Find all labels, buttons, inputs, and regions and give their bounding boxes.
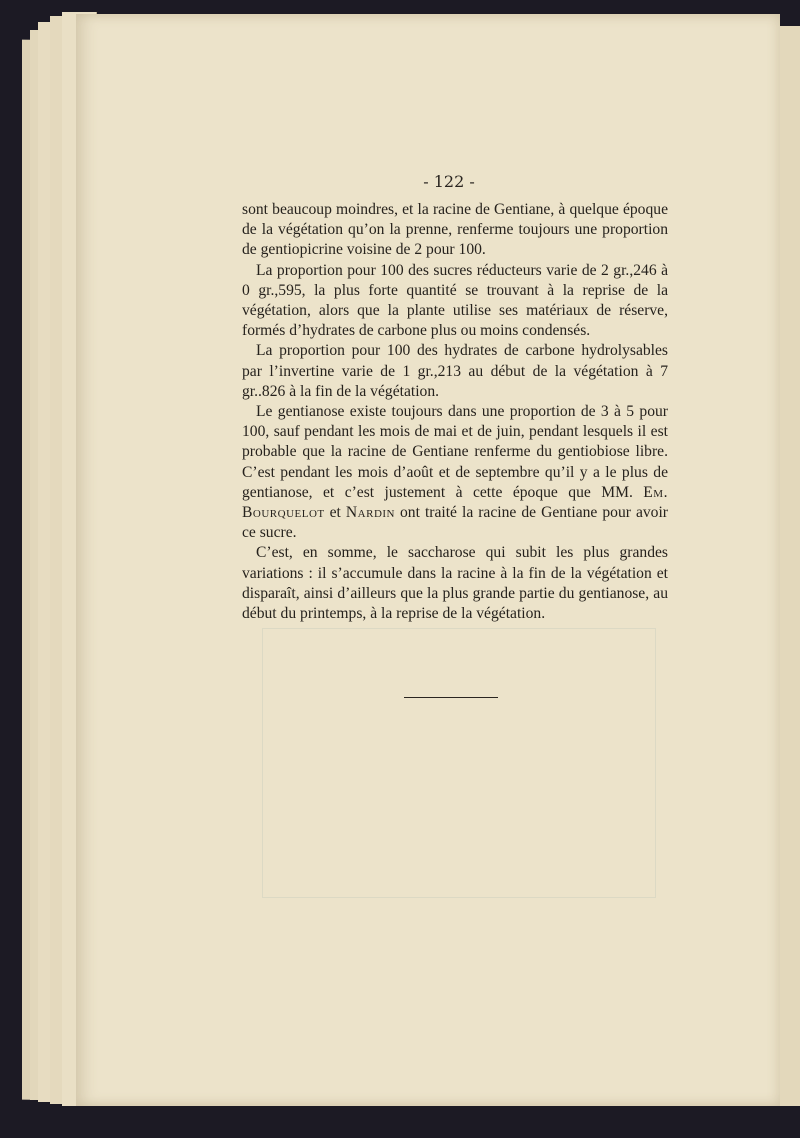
end-rule [404, 697, 498, 698]
author-name: Em. Bourquelot [242, 483, 668, 522]
paragraph-text: et [324, 504, 346, 522]
paragraph: La proportion pour 100 des sucres réducteurs varie de 2 gr.,246 à 0 gr.,595, la plus forte quantité se trouvant à la reprise de la végétation, alors que la plante utilise ses matériaux de réserve, formés d’hydrates de carbone plus ou moins condensés. [242, 261, 668, 340]
paragraph-text: ont traité la racine de Gentiane pour avoir ce sucre. [242, 504, 668, 542]
show-through-frame [262, 628, 656, 898]
paragraph: La proportion pour 100 des hydrates de carbone hydrolysables par l’invertine varie de 1 gr.,213 au début de la végétation à 7 gr..826 à la fin de la végétation. [242, 342, 668, 400]
body-text [242, 200, 668, 624]
paragraph [242, 402, 668, 543]
page-number: - 122 - [423, 172, 475, 191]
paragraph: C’est, en somme, le saccharose qui subit les plus grandes variations : il s’accumule dans la racine à la fin de la végétation et disparaît, ainsi d’ailleurs que la plus grande partie du gentianose, au début du printemps, à la reprise de la végétation. [242, 544, 668, 623]
author-name: Nardin [345, 504, 395, 522]
paragraph: sont beaucoup moindres, et la racine de Gentiane, à quelque époque de la végétation qu’on la prenne, renferme toujours une proportion de gentiopicrine voisine de 2 pour 100. [242, 201, 668, 259]
paragraph-text: Le gentianose existe toujours dans une proportion de 3 à 5 pour 100, sauf pendant les mois de mai et de juin, pendant lesquels il est probable que la racine de Gentiane renferme du gentiobiose libre. C’est pendant les mois d’août et de septembre qu’il y a le plus de gentianose, et c’est justement à cette époque que MM. [242, 403, 668, 501]
facing-page-edge [778, 26, 800, 1106]
